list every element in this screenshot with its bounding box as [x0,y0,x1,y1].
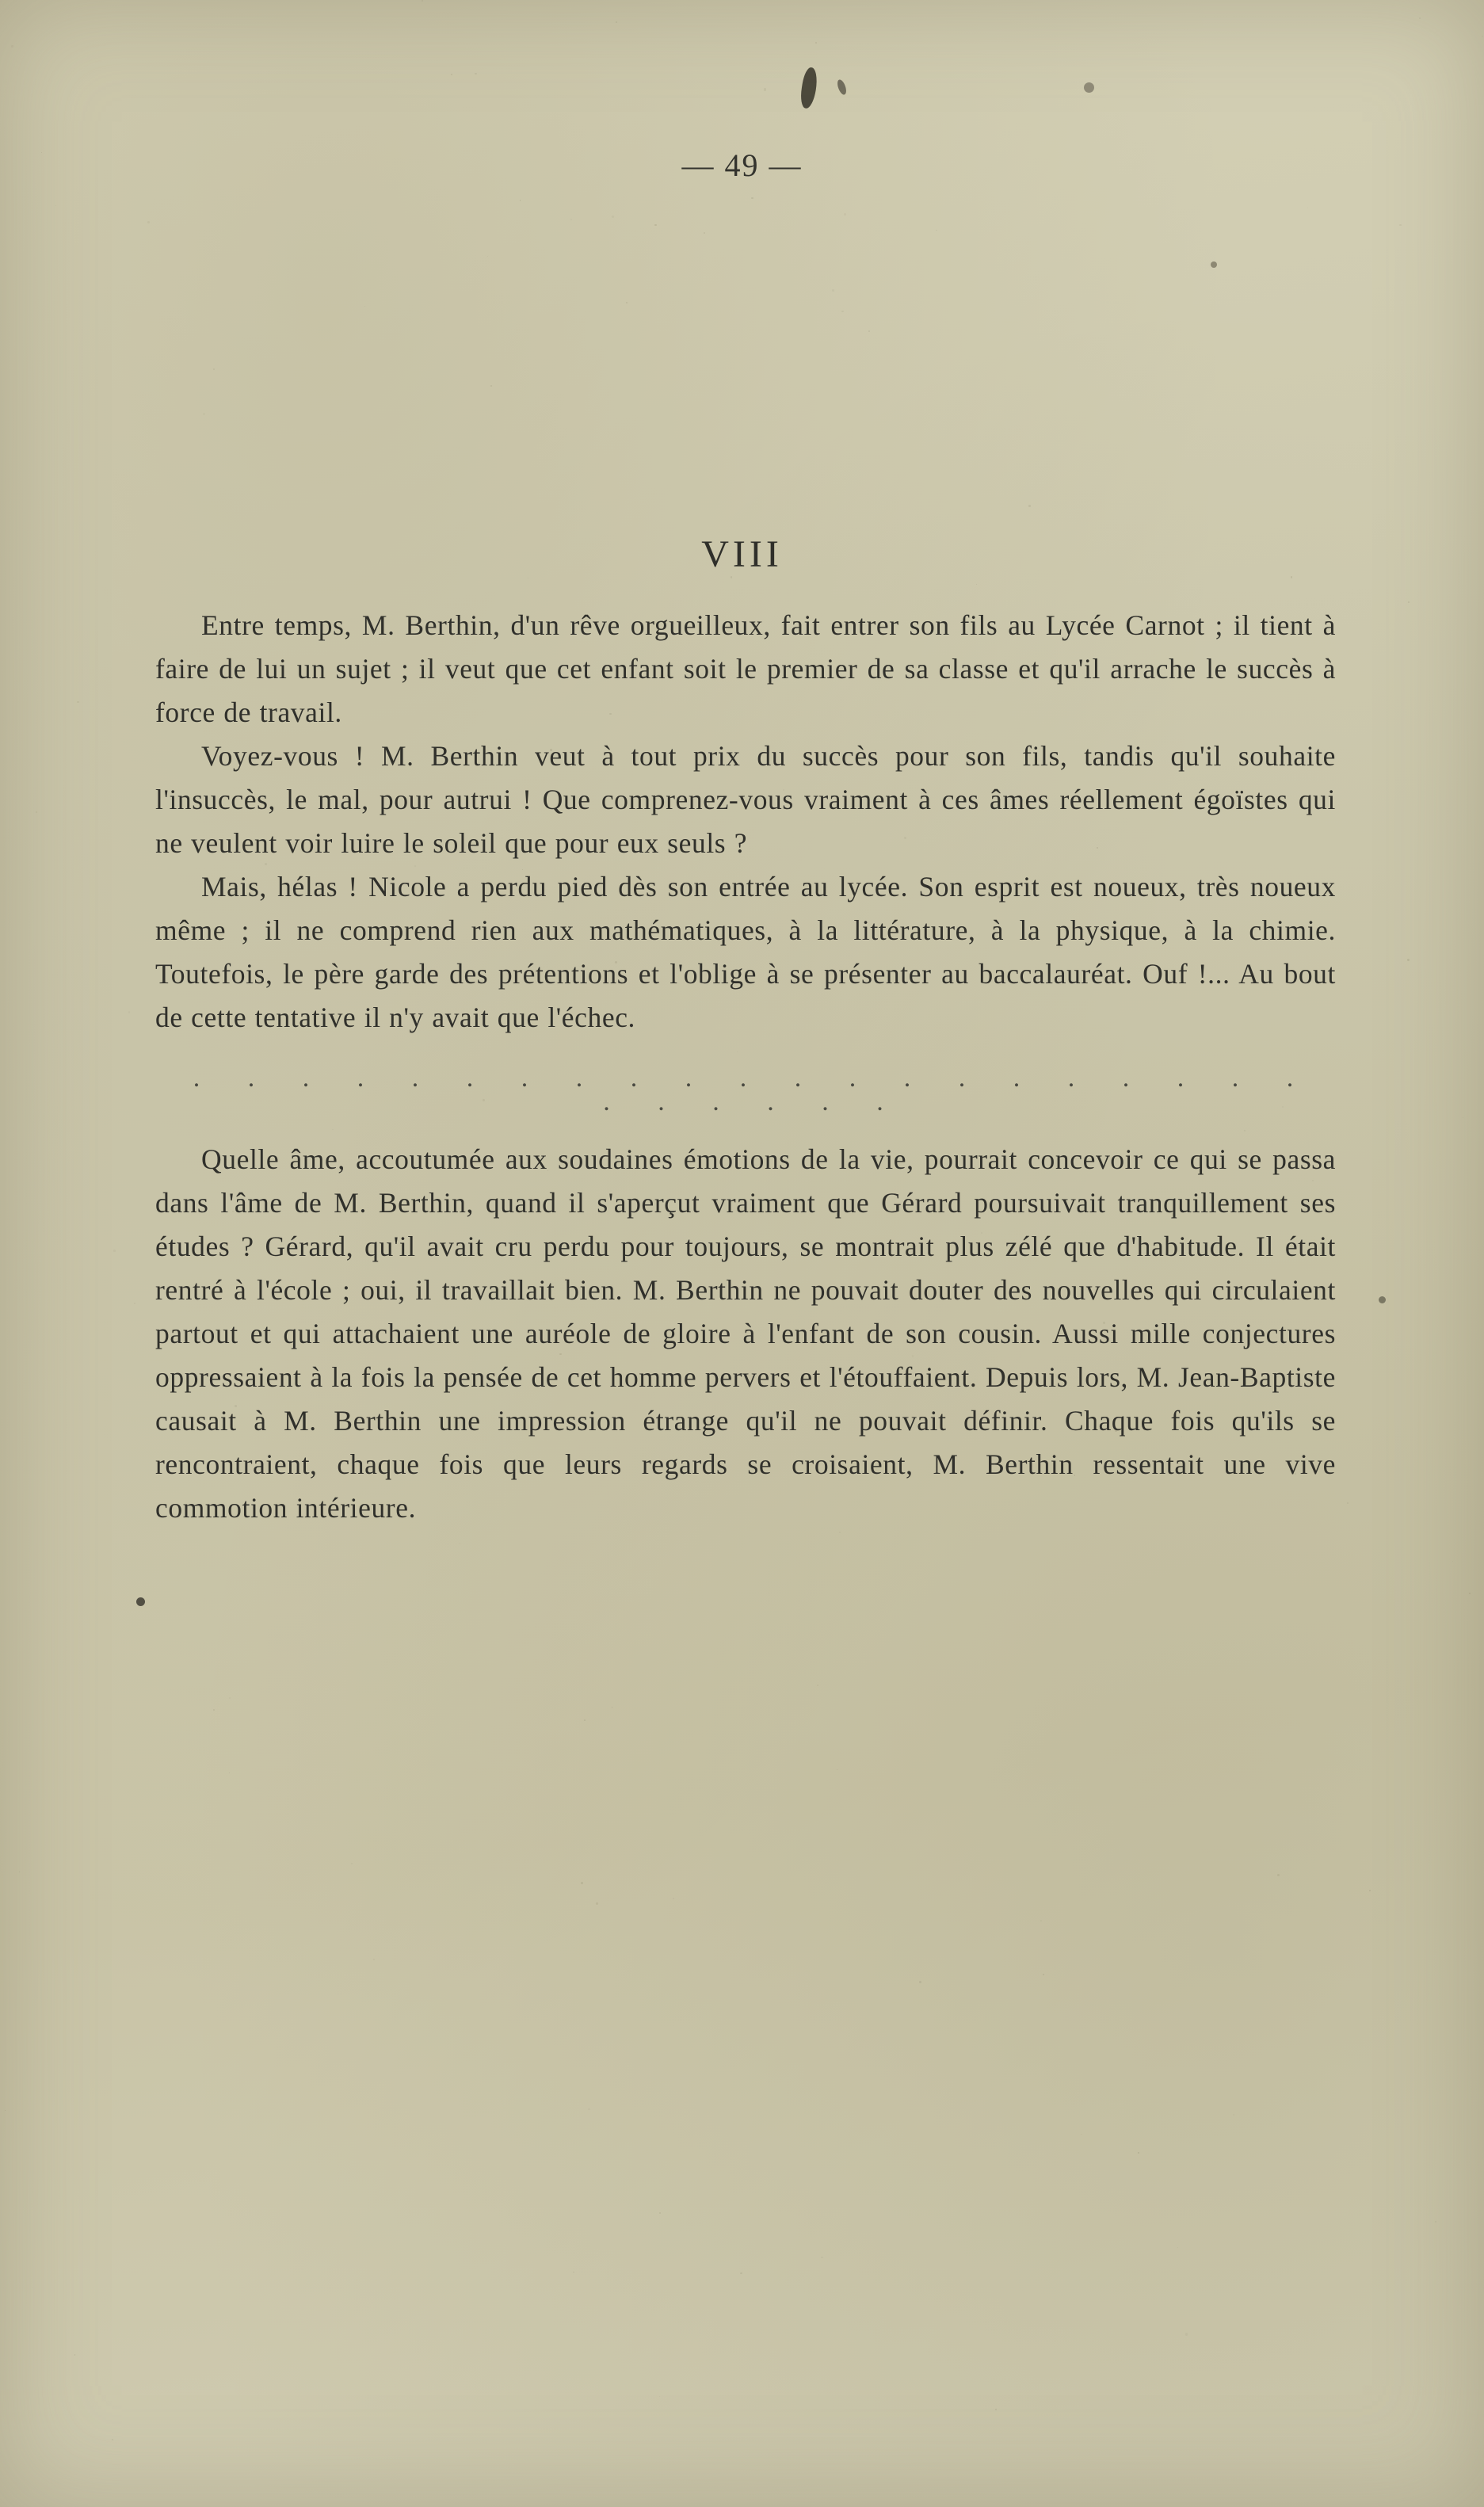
ink-blot-icon [799,67,819,109]
paper-speck-icon [1379,1296,1386,1303]
paper-speck-icon [612,216,614,218]
paper-speck-icon [740,2272,742,2275]
paper-speck-icon [422,0,423,2]
paper-speck-icon [751,197,753,199]
paper-speck-icon [364,306,365,307]
paper-speck-icon [584,1719,586,1721]
paper-speck-icon [1407,959,1410,961]
paper-speck-icon [520,200,521,201]
paper-speck-icon [570,219,572,220]
paper-speck-icon [995,2409,997,2410]
paper-speck-icon [839,1532,841,1533]
paper-speck-icon [868,330,870,332]
paper-speck-icon [1043,1974,1044,1975]
paper-speck-icon [1211,261,1217,268]
section-separator: . . . . . . . . . . . . . . . . . . . . . . . . . . . [193,1063,1314,1116]
paper-speck-icon [373,1959,375,1960]
paper-speck-icon [731,576,733,578]
paper-speck-icon [112,2439,113,2440]
paper-speck-icon [815,42,817,44]
paper-speck-icon [596,1902,597,1904]
paper-speck-icon [616,21,617,23]
paragraph: Mais, hélas ! Nicole a perdu pied dès son entrée au lycée. Son esprit est noueux, très noueux même ; il ne comprend rien aux mathématiques, à la littérature, à la physique, à la chimie. Toutefois, le père garde des prétentions et l'oblige à se présenter au baccalauréat. Ouf !... Au bout de cette tentative il n'y avait que l'échec. [155,871,1336,1033]
ink-speck-icon [1084,82,1094,93]
paper-speck-icon [821,2257,822,2258]
paper-speck-icon [229,1697,231,1700]
paper-speck-icon [1028,505,1031,507]
paper-speck-icon [1177,2247,1178,2248]
paper-speck-icon [659,2396,660,2397]
paper-speck-icon [11,45,13,48]
paper-speck-icon [573,2272,574,2273]
paper-speck-icon [1408,601,1410,603]
paper-speck-icon [203,413,205,415]
paper-speck-icon [229,1772,230,1773]
paper-speck-icon [1081,2134,1082,2135]
paper-speck-icon [919,1981,921,1983]
paper-speck-icon [588,2108,590,2111]
paper-speck-icon [77,701,78,703]
paper-speck-icon [487,256,488,257]
paper-speck-icon [128,1011,130,1013]
paper-speck-icon [1040,1920,1042,1921]
paper-speck-icon [147,221,149,223]
chapter-heading: VIII [701,533,783,575]
paper-speck-icon [36,811,37,813]
paper-speck-icon [213,1709,215,1711]
paragraph: Quelle âme, accoutumée aux soudaines émotions de la vie, pourrait concevoir ce qui se passa dans l'âme de M. Berthin, quand il s'aperçut vraiment que Gérard poursuivait tranquillement ses études ? Gérard, qu'il avait cru perdu pour toujours, se montrait plus zélé que d'habitude. Il était rentré à l'école ; oui, il travaillait bien. M. Berthin ne pouvait douter des nouvelles qui circulaient partout et qui attachaient une auréole de gloire à l'enfant de son cousin. Aussi mille conjectures oppressaient à la fois la pensée de cet homme pervers et l'étouffaient. Depuis lors, M. Jean-Baptiste causait à M. Berthin une impression étrange qu'il ne pouvait définir. Chaque fois qu'ils se rencontraient, chaque fois que leurs regards se croisaient, M. Berthin ressentait une vive commotion intérieure. [155,1143,1336,1524]
paper-speck-icon [1469,1593,1471,1594]
margin-mark-icon [136,1597,145,1606]
ink-blot-secondary-icon [836,78,848,96]
paper-speck-icon [1452,1561,1453,1562]
paper-speck-icon [581,1882,583,1884]
paper-speck-icon [654,224,656,226]
paper-speck-icon [490,385,492,387]
paper-speck-icon [704,232,705,234]
page-number: — 49 — [681,147,803,183]
paper-speck-icon [832,289,834,291]
paragraph: Entre temps, M. Berthin, d'un rêve orgueilleux, fait entrer son fils au Lycée Carnot ; il tient à faire de lui un sujet ; il veut que cet enfant soit le premier de sa classe et qu'il arrache le succès à force de travail. [155,609,1336,728]
paper-speck-icon [1291,576,1293,578]
paper-speck-icon [1419,17,1421,19]
paper-speck-icon [351,1863,353,1864]
paper-speck-icon [844,213,846,216]
paper-speck-icon [626,302,628,303]
paper-speck-icon [1233,2114,1234,2116]
paper-speck-icon [1435,2221,1436,2223]
paper-speck-icon [976,584,977,585]
paper-speck-icon [1347,1502,1349,1504]
paper-speck-icon [1185,2333,1188,2335]
paper-speck-icon [841,311,843,312]
paper-speck-icon [764,88,766,90]
paragraph: Voyez-vous ! M. Berthin veut à tout prix du succès pour son fils, tandis qu'il souhaite l'insuccès, le mal, pour autrui ! Que comprenez-vous vraiment à ces âmes réellement égoïstes qui ne veulent voir luire le soleil que pour eux seuls ? [155,740,1336,859]
paper-speck-icon [936,230,937,231]
paper-speck-icon [817,1685,818,1686]
paper-speck-icon [659,2212,661,2214]
paper-speck-icon [475,73,477,75]
paper-speck-icon [134,1303,135,1304]
paper-speck-icon [1277,1874,1280,1876]
paper-speck-icon [55,205,56,206]
paper-speck-icon [1482,36,1483,37]
paper-speck-icon [1138,2152,1139,2154]
paper-speck-icon [1369,1890,1371,1891]
paper-speck-icon [113,1250,116,1252]
paper-speck-icon [74,2354,75,2355]
paper-speck-icon [213,368,214,369]
paper-speck-icon [1399,224,1401,226]
body-text-column [155,604,1336,1530]
paper-speck-icon [5,2110,6,2111]
